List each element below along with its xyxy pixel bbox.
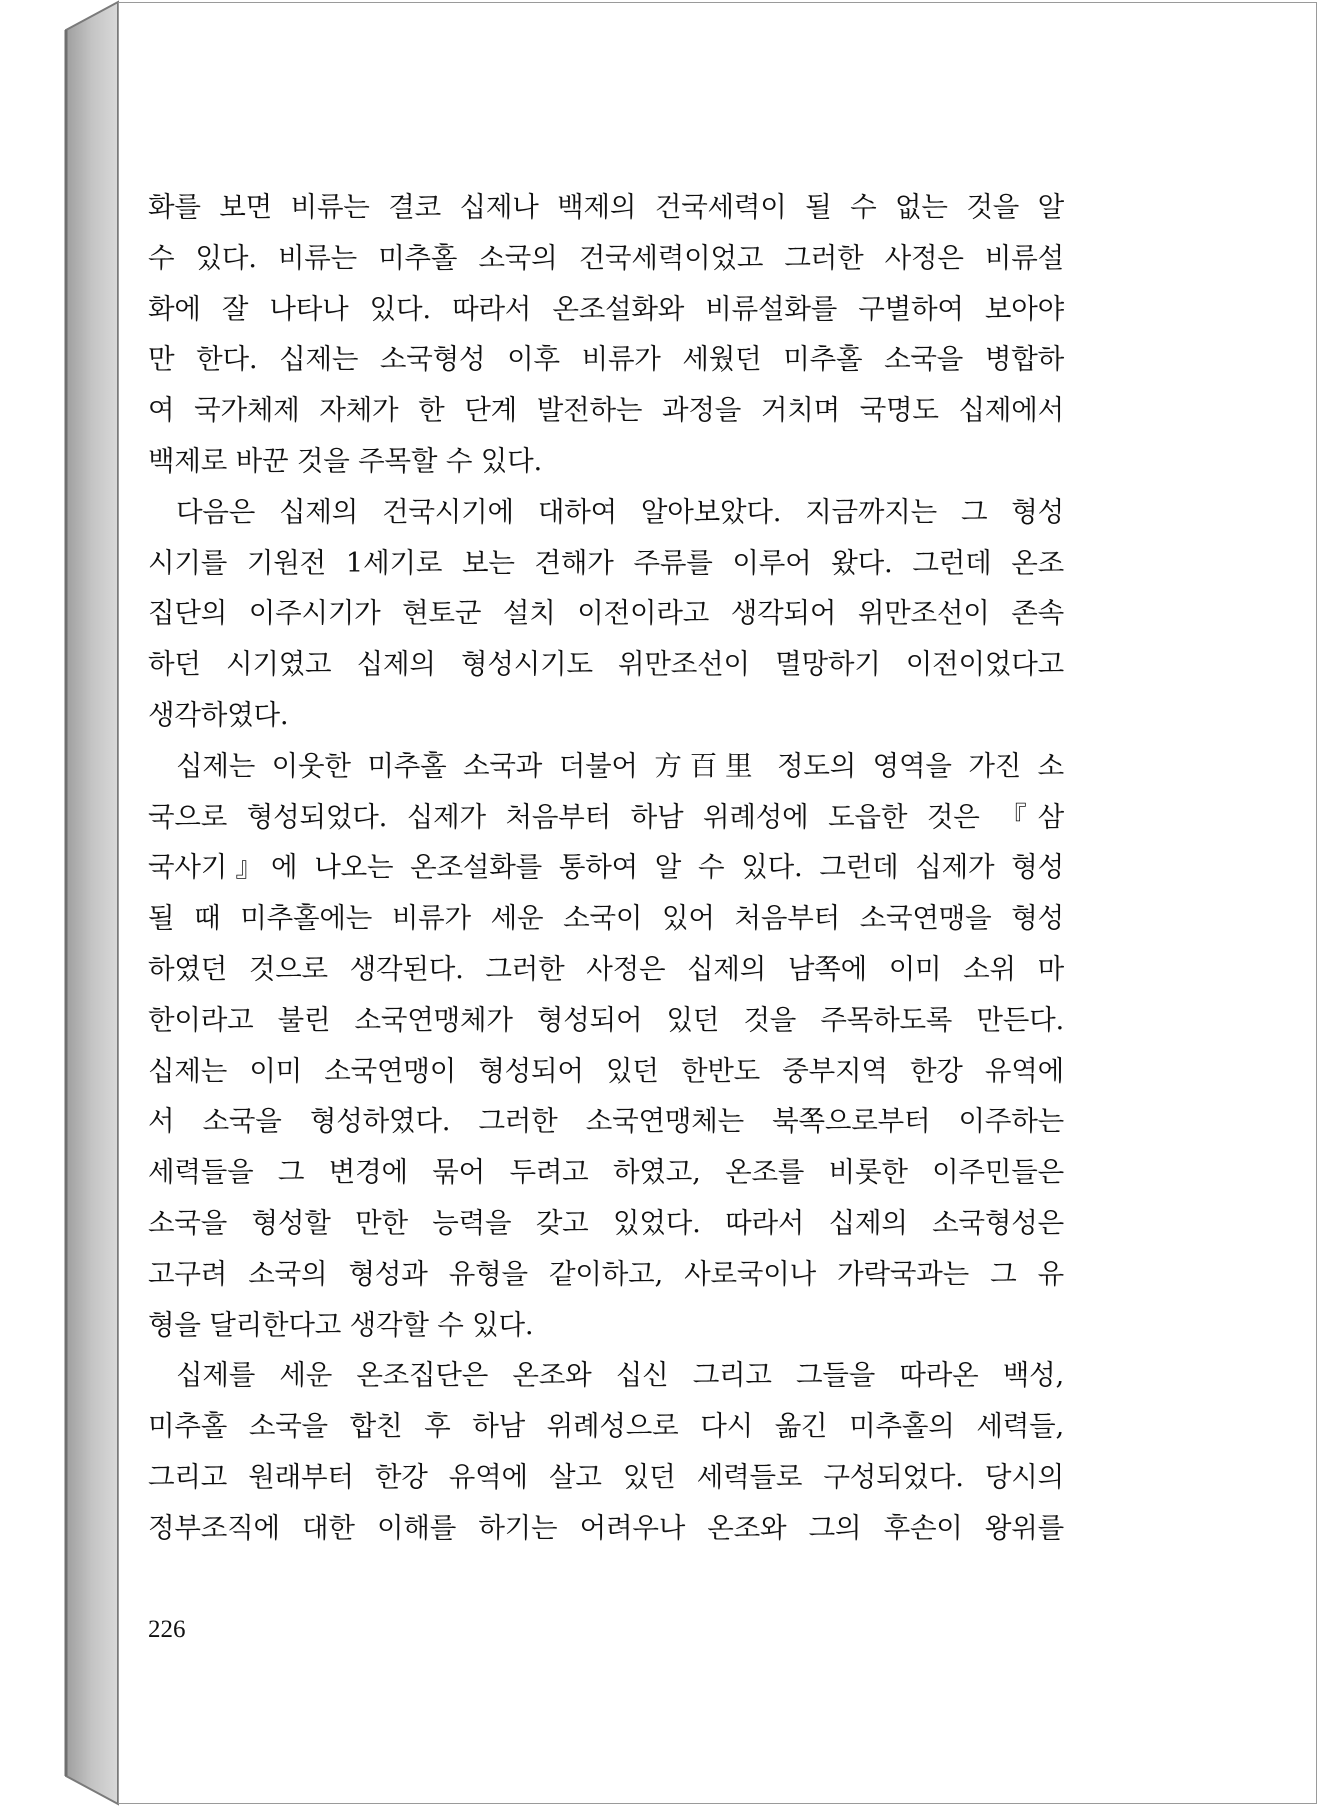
text-line: 하던 시기였고 십제의 형성시기도 위만조선이 멸망하기 이전이었다고 bbox=[148, 648, 1064, 681]
page-number: 226 bbox=[148, 1616, 186, 1643]
text-line: 하였던 것으로 생각된다. 그러한 사정은 십제의 남쪽에 이미 소위 마 bbox=[148, 952, 1064, 985]
page-body-text bbox=[148, 182, 1064, 1554]
text-line: 고구려 소국의 형성과 유형을 같이하고, 사로국이나 가락국과는 그 유 bbox=[148, 1257, 1064, 1290]
text-line: 수 있다. 비류는 미추홀 소국의 건국세력이었고 그러한 사정은 비류설 bbox=[148, 241, 1064, 274]
text-line: 생각하였다. bbox=[148, 698, 289, 731]
text-line: 여 국가체제 자체가 한 단계 발전하는 과정을 거치며 국명도 십제에서 bbox=[148, 394, 1064, 427]
text-line: 다음은 십제의 건국시기에 대하여 알아보았다. 지금까지는 그 형성 bbox=[176, 495, 1064, 528]
text-line: 소국을 형성할 만한 능력을 갖고 있었다. 따라서 십제의 소국형성은 bbox=[148, 1206, 1064, 1239]
text-line: 국으로 형성되었다. 십제가 처음부터 하남 위례성에 도읍한 것은 『삼 bbox=[148, 800, 1064, 833]
text-line: 시기를 기원전 1세기로 보는 견해가 주류를 이루어 왔다. 그런데 온조 bbox=[148, 546, 1064, 579]
text-line: 한이라고 불린 소국연맹체가 형성되어 있던 것을 주목하도록 만든다. bbox=[148, 1003, 1064, 1036]
text-line: 그리고 원래부터 한강 유역에 살고 있던 세력들로 구성되었다. 당시의 bbox=[148, 1460, 1064, 1493]
text-line: 될 때 미추홀에는 비류가 세운 소국이 있어 처음부터 소국연맹을 형성 bbox=[148, 902, 1064, 935]
text-line: 화를 보면 비류는 결코 십제나 백제의 건국세력이 될 수 없는 것을 알 bbox=[148, 191, 1064, 223]
text-line: 집단의 이주시기가 현토군 설치 이전이라고 생각되어 위만조선이 존속 bbox=[148, 597, 1064, 630]
text-line: 만 한다. 십제는 소국형성 이후 비류가 세웠던 미추홀 소국을 병합하 bbox=[148, 343, 1064, 376]
text-line: 십제는 이웃한 미추홀 소국과 더불어 方百里 정도의 영역을 가진 소 bbox=[176, 749, 1064, 782]
text-line: 형을 달리한다고 생각할 수 있다. bbox=[148, 1308, 534, 1341]
text-line: 세력들을 그 변경에 묶어 두려고 하였고, 온조를 비롯한 이주민들은 bbox=[148, 1156, 1064, 1189]
text-line: 미추홀 소국을 합친 후 하남 위례성으로 다시 옮긴 미추홀의 세력들, bbox=[148, 1410, 1064, 1443]
text-line: 정부조직에 대한 이해를 하기는 어려우나 온조와 그의 후손이 왕위를 bbox=[148, 1511, 1064, 1544]
text-line: 백제로 바꾼 것을 주목할 수 있다. bbox=[148, 444, 542, 477]
text-line: 십제를 세운 온조집단은 온조와 십신 그리고 그들을 따라온 백성, bbox=[176, 1359, 1064, 1392]
text-line: 화에 잘 나타나 있다. 따라서 온조설화와 비류설화를 구별하여 보아야 bbox=[148, 292, 1064, 325]
text-line: 서 소국을 형성하였다. 그러한 소국연맹체는 북쪽으로부터 이주하는 bbox=[148, 1105, 1064, 1138]
paragraph-lines bbox=[148, 182, 1064, 1554]
text-line: 국사기』에 나오는 온조설화를 통하여 알 수 있다. 그런데 십제가 형성 bbox=[148, 851, 1064, 884]
text-line: 십제는 이미 소국연맹이 형성되어 있던 한반도 중부지역 한강 유역에 bbox=[148, 1054, 1064, 1087]
